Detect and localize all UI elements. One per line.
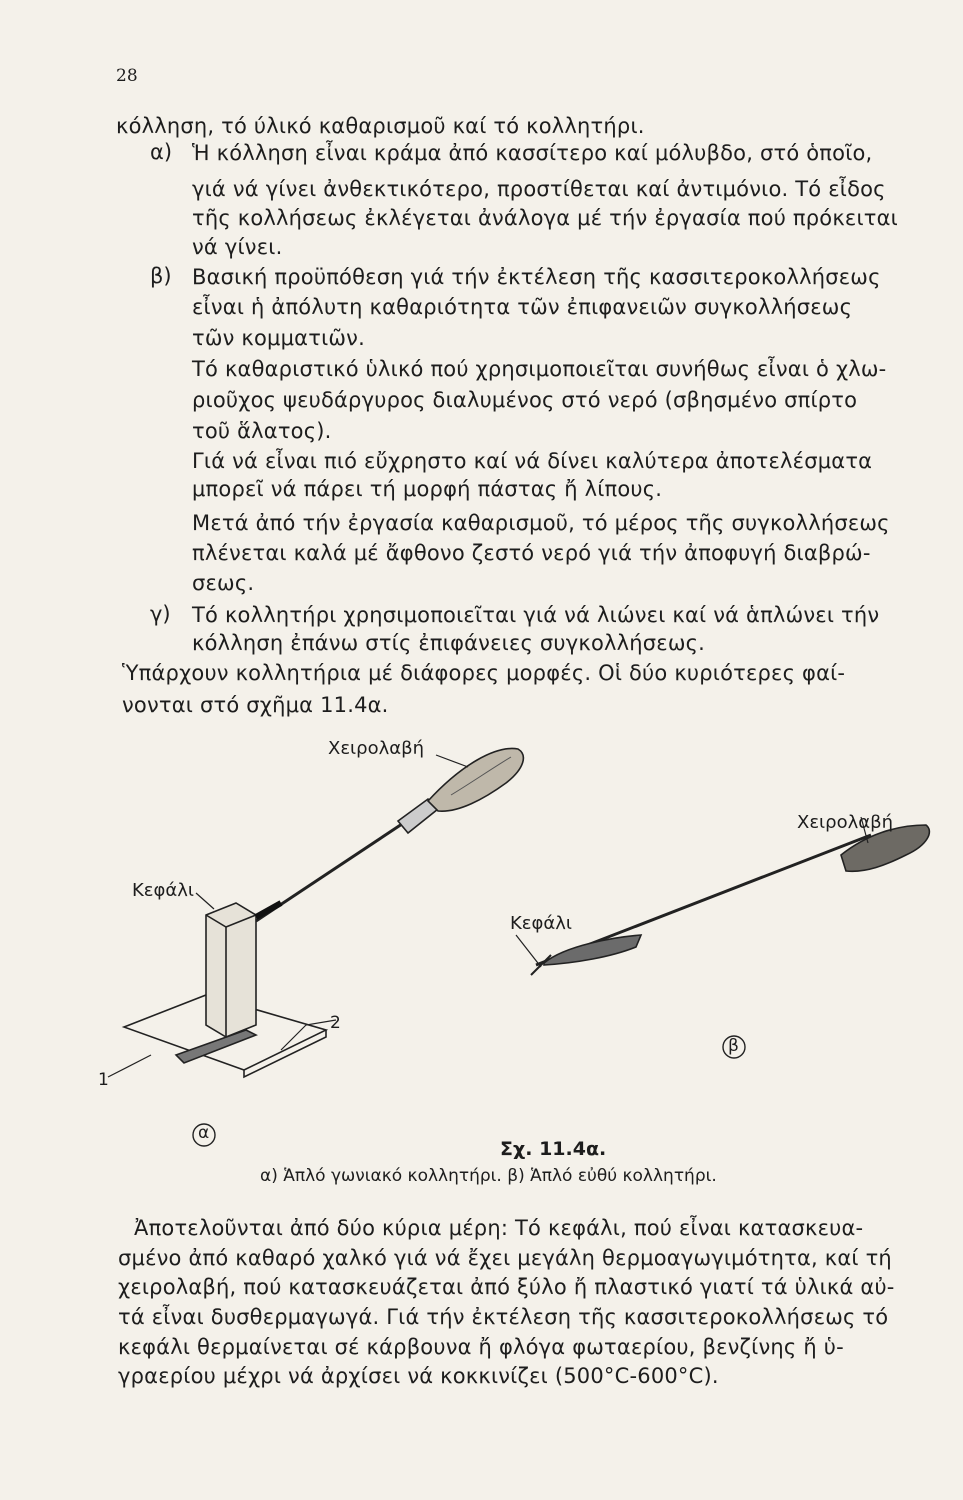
label-head-a: Κεφάλι [132, 880, 195, 901]
text-line: εἶναι ἡ ἀπόλυτη καθαριότητα τῶν ἐπιφανειῶν συγκολλήσεως [192, 295, 853, 319]
label-head-b: Κεφάλι [510, 913, 573, 934]
angled-iron-drawing [108, 748, 523, 1077]
label-handle-a: Χειρολαβή [328, 738, 425, 759]
text-line: μπορεῖ νά πάρει τή μορφή πάστας ἤ λίπους. [192, 477, 663, 501]
badge-a: α [198, 1123, 210, 1143]
label-handle-b: Χειρολαβή [797, 812, 894, 833]
straight-iron-drawing [516, 817, 929, 975]
figure-subcaption: α) Ἁπλό γωνιακό κολλητήρι. β) Ἁπλό εὐθύ κολλητήρι. [260, 1166, 717, 1186]
text-line: Βασική προϋπόθεση γιά τήν ἐκτέλεση τῆς κασσιτεροκολλήσεως [192, 265, 881, 289]
text-line: Τό κολλητήρι χρησιμοποιεῖται γιά νά λιώνει καί νά ἁπλώνει τήν [192, 603, 880, 627]
badge-b: β [728, 1036, 739, 1056]
text-line: νά γίνει. [192, 235, 283, 259]
text-line: ριοῦχος ψευδάργυρος διαλυμένος στό νερό (σβησμένο σπίρτο [192, 388, 858, 412]
page-number: 28 [116, 66, 138, 86]
text-line: χειρολαβή, πού κατασκευάζεται ἀπό ξύλο ἤ πλαστικό γιατί τά ὑλικά αὐ- [118, 1275, 895, 1299]
text-line: Τό καθαριστικό ὑλικό πού χρησιμοποιεῖται συνήθως εἶναι ὁ χλω- [192, 357, 887, 381]
text-line: σμένο ἀπό καθαρό χαλκό γιά νά ἔχει μεγάλη θερμοαγωγιμότητα, καί τή [118, 1246, 892, 1270]
text-line: γραερίου μέχρι νά ἀρχίσει νά κοκκινίζει (500°C-600°C). [118, 1364, 719, 1388]
text-line: Ἀποτελοῦνται ἀπό δύο κύρια μέρη: Τό κεφάλι, πού εἶναι κατασκευα- [134, 1216, 864, 1240]
text-line: Ὑπάρχουν κολλητήρια μέ διάφορες μορφές. Οἱ δύο κυριότερες φαί- [122, 661, 846, 685]
figure-caption: Σχ. 11.4α. [500, 1138, 607, 1160]
text-line: τῶν κομματιῶν. [192, 326, 365, 350]
text-line: γιά νά γίνει ἀνθεκτικότερο, προστίθεται καί ἀντιμόνιο. Τό εἶδος [192, 177, 886, 201]
text-line: κόλληση, τό ύλικό καθαρισμοῦ καί τό κολλητήρι. [116, 114, 645, 138]
text-line: τά εἶναι δυσθερμαγωγά. Γιά τήν ἐκτέλεση τῆς κασσιτεροκολλήσεως τό [118, 1305, 889, 1329]
text-line: Ἡ κόλληση εἶναι κράμα ἀπό κασσίτερο καί μόλυβδο, στό ὁποῖο, [192, 141, 873, 165]
text-line: τοῦ ἅλατος). [192, 419, 332, 443]
part-number-2: 2 [330, 1013, 341, 1033]
text-line: κεφάλι θερμαίνεται σέ κάρβουνα ἤ φλόγα φωταερίου, βενζίνης ἤ ὑ- [118, 1335, 844, 1359]
text-line: κόλληση ἐπάνω στίς ἐπιφάνειες συγκολλήσεως. [192, 631, 706, 655]
text-line: τῆς κολλήσεως ἐκλέγεται ἀνάλογα μέ τήν ἐργασία πού πρόκειται [192, 206, 898, 230]
list-marker-b: β) [150, 264, 172, 288]
soldering-iron-figure [96, 725, 946, 1165]
text-line: Γιά νά εἶναι πιό εὔχρηστο καί νά δίνει καλύτερα ἀποτελέσματα [192, 449, 873, 473]
text-line: νονται στό σχῆμα 11.4α. [122, 693, 389, 717]
list-marker-a: α) [150, 140, 173, 164]
text-line: πλένεται καλά μέ ἄφθονο ζεστό νερό γιά τήν ἀποφυγή διαβρώ- [192, 541, 871, 565]
text-line: σεως. [192, 571, 255, 595]
text-line: Μετά ἀπό τήν ἐργασία καθαρισμοῦ, τό μέρος τῆς συγκολλήσεως [192, 511, 890, 535]
part-number-1: 1 [98, 1070, 109, 1090]
list-marker-c: γ) [150, 602, 171, 626]
